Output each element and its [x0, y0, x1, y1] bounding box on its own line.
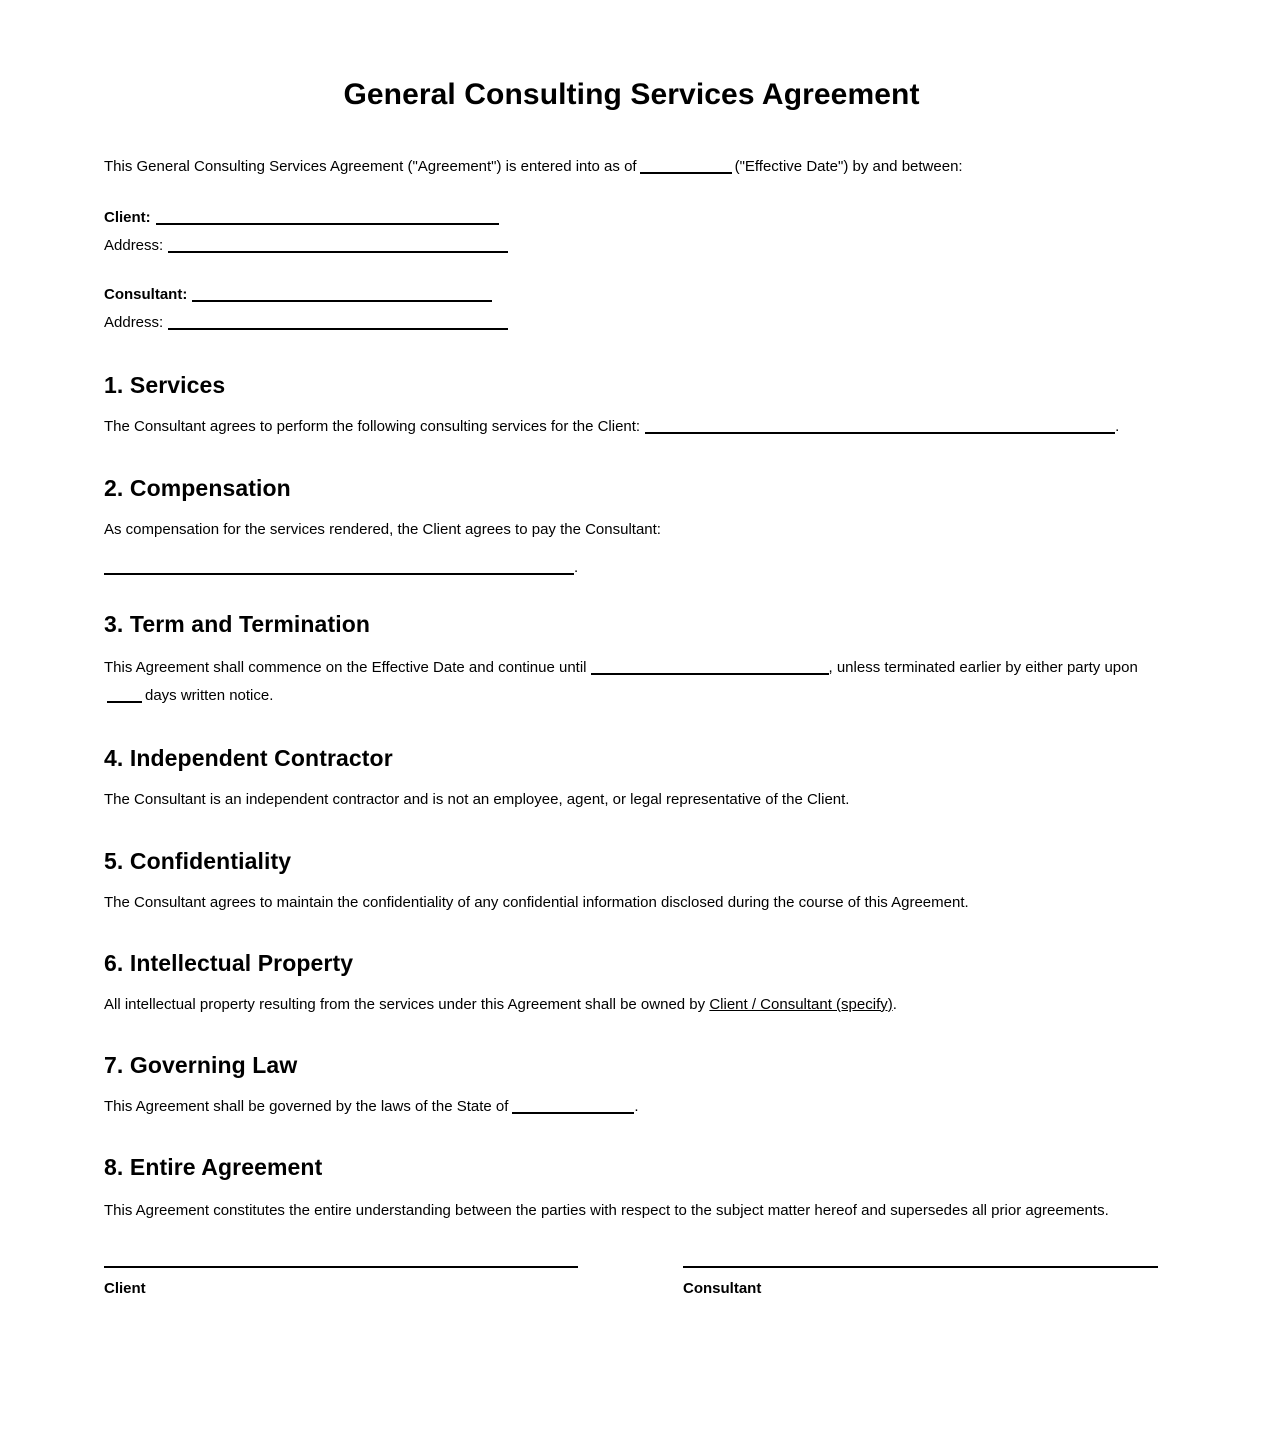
- compensation-period: .: [574, 558, 579, 576]
- notice-days-blank[interactable]: [107, 701, 142, 703]
- party-row-consultant: [104, 281, 1159, 309]
- page-title: General Consulting Services Agreement: [343, 78, 920, 111]
- term-text-2: , unless terminated earlier by either party upon: [828, 658, 1138, 676]
- services-description-blank[interactable]: [645, 432, 1115, 434]
- section-body-intellectual-property: [104, 977, 1159, 1016]
- client-name-blank[interactable]: [156, 223, 499, 225]
- party-row-client: [104, 204, 1159, 232]
- consultant-address-blank[interactable]: [168, 328, 508, 330]
- parties-block: [104, 178, 1159, 336]
- effective-date-blank[interactable]: [640, 172, 732, 174]
- client-signature-label: Client: [104, 1280, 146, 1297]
- section-body-entire-agreement: This Agreement constitutes the entire understanding between the parties with respect to the subject matter hereof and supersedes all prior agreements.: [104, 1202, 1109, 1220]
- consultant-label: Consultant:: [104, 285, 188, 303]
- section-body-services: [104, 399, 1159, 438]
- parties-spacer: [104, 260, 1159, 281]
- ip-text-before: All intellectual property resulting from the services under this Agreement shall be owned by: [104, 995, 706, 1013]
- services-text: The Consultant agrees to perform the following consulting services for the Client:: [104, 418, 641, 436]
- governing-law-period: .: [634, 1098, 639, 1115]
- section-heading-intellectual-property: 6. Intellectual Property: [104, 949, 354, 976]
- consultant-name-blank[interactable]: [192, 300, 492, 302]
- section-body-term-and-termination: [104, 638, 1159, 710]
- section-heading-services: 1. Services: [104, 372, 226, 399]
- section-heading-term-and-termination: 3. Term and Termination: [104, 610, 370, 637]
- signature-column-consultant: [683, 1266, 1158, 1297]
- party-row-consultant-address: [104, 309, 1159, 337]
- compensation-amount-blank[interactable]: [104, 573, 574, 575]
- client-address-blank[interactable]: [168, 251, 508, 253]
- section-body-compensation: [104, 502, 1159, 541]
- consultant-address-label: Address:: [104, 313, 164, 331]
- signature-block: [104, 1266, 1159, 1297]
- section-heading-independent-contractor: 4. Independent Contractor: [104, 745, 393, 772]
- term-text-3: days written notice.: [145, 686, 274, 704]
- term-text-1: This Agreement shall commence on the Effective Date and continue until: [104, 658, 587, 676]
- section-heading-confidentiality: 5. Confidentiality: [104, 847, 292, 874]
- ip-period: .: [892, 995, 897, 1013]
- section-body-independent-contractor: The Consultant is an independent contractor and is not an employee, agent, or legal representative of the Client.: [104, 791, 850, 809]
- term-end-date-blank[interactable]: [591, 673, 829, 675]
- section-heading-entire-agreement: 8. Entire Agreement: [104, 1154, 323, 1181]
- compensation-text: As compensation for the services rendered, the Client agrees to pay the Consultant:: [104, 520, 661, 538]
- signature-column-client: [104, 1266, 578, 1297]
- intro-paragraph: [104, 112, 1159, 178]
- client-label: Client:: [104, 209, 151, 227]
- section-heading-compensation: 2. Compensation: [104, 474, 291, 501]
- section-body-governing-law: [104, 1079, 1159, 1118]
- intro-text-before: This General Consulting Services Agreement ("Agreement") is entered into as of: [104, 158, 637, 175]
- state-blank[interactable]: [512, 1112, 634, 1114]
- ip-owner-choice[interactable]: Client / Consultant (specify): [709, 995, 893, 1013]
- section-heading-governing-law: 7. Governing Law: [104, 1052, 298, 1078]
- party-row-client-address: [104, 232, 1159, 260]
- services-period: .: [1115, 418, 1120, 436]
- governing-law-text: This Agreement shall be governed by the laws of the State of: [104, 1098, 509, 1115]
- consultant-signature-label: Consultant: [683, 1280, 762, 1297]
- section-body-confidentiality: The Consultant agrees to maintain the confidentiality of any confidential information disclosed during the course of this Agreement.: [104, 893, 969, 911]
- compensation-blank-row: [104, 541, 1159, 575]
- client-address-label: Address:: [104, 237, 164, 254]
- intro-text-after: ("Effective Date") by and between:: [734, 158, 963, 175]
